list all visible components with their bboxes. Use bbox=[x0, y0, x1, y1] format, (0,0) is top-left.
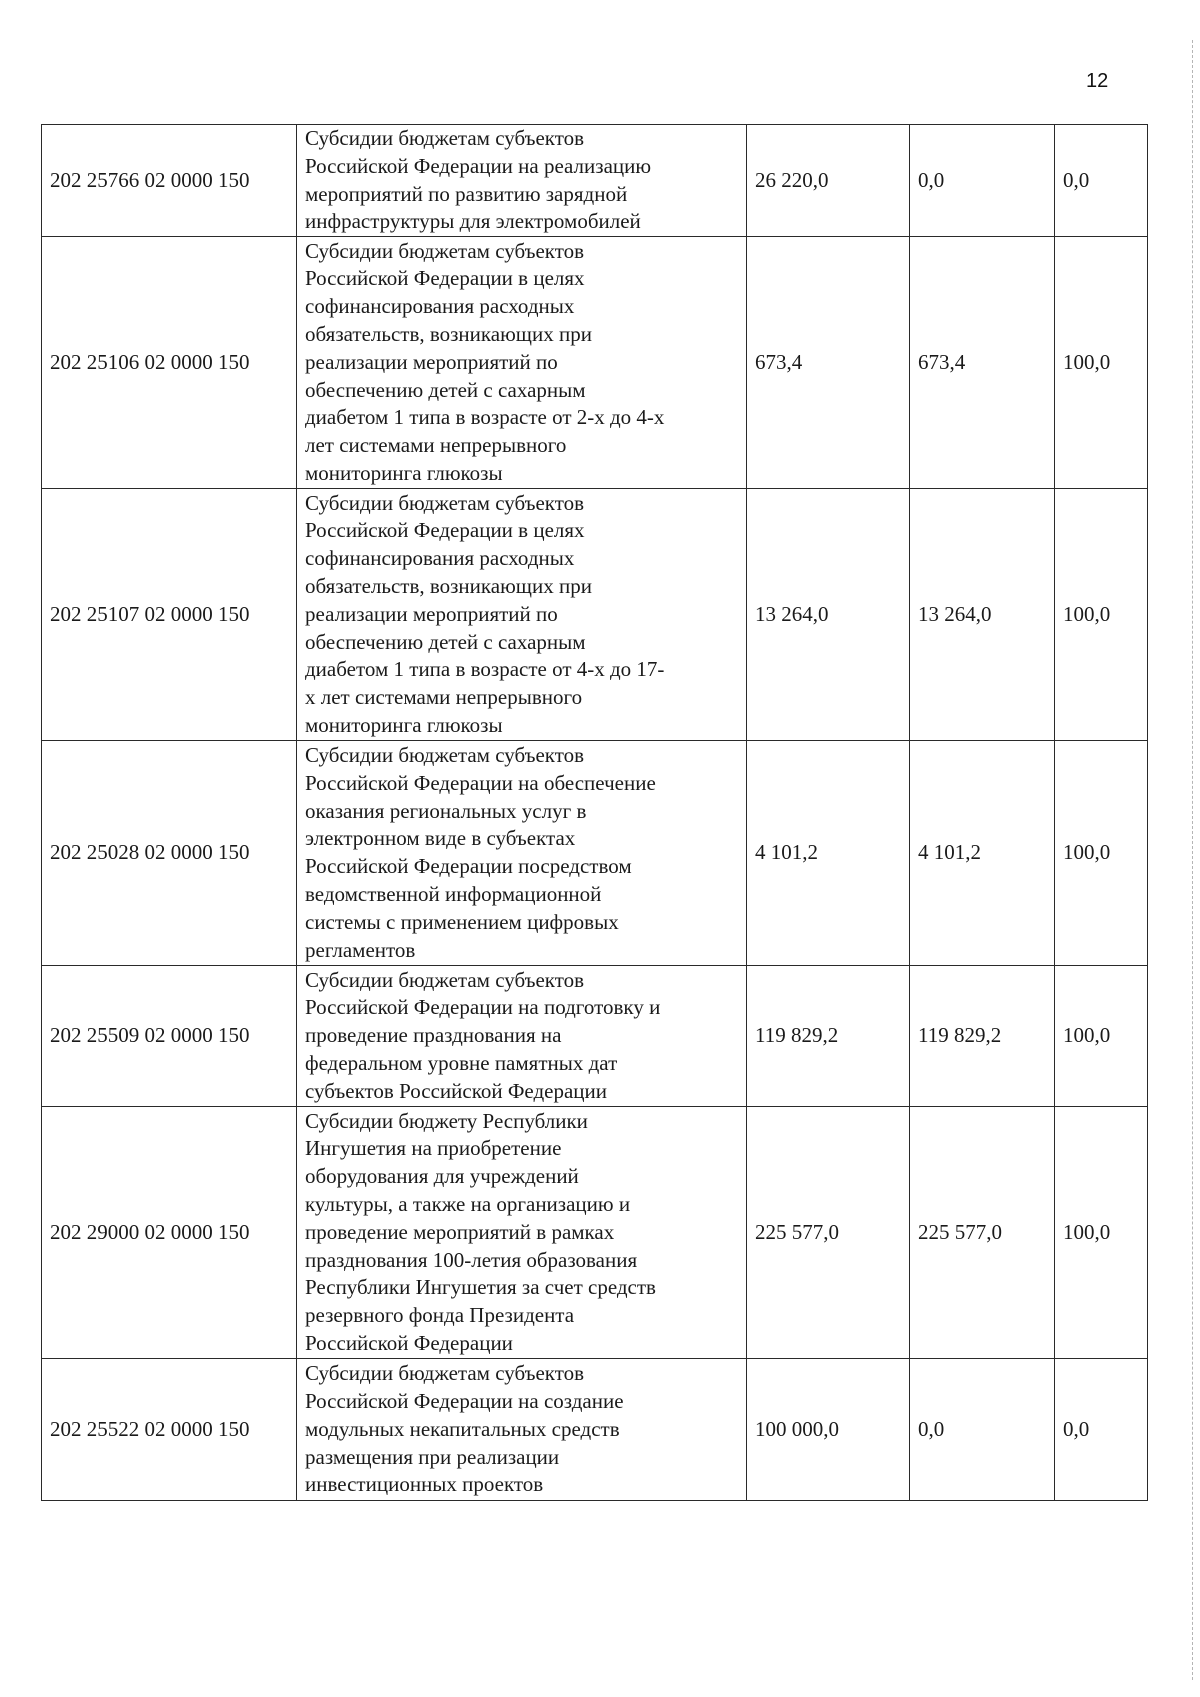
actual-amount: 673,4 bbox=[910, 237, 1055, 489]
planned-amount: 100 000,0 bbox=[747, 1359, 910, 1501]
subsidy-description: Субсидии бюджетам субъектов Российской Федерации в целях софинансирования расходных обязательств, возникающих при реализации мероприятий по обеспечению детей с сахарным диабетом 1 типа в возрасте от 4-х до 17- х лет системами непрерывного мониторинга глюкозы bbox=[297, 489, 747, 741]
planned-amount: 673,4 bbox=[747, 237, 910, 489]
budget-code: 202 25509 02 0000 150 bbox=[42, 966, 297, 1107]
actual-amount: 13 264,0 bbox=[910, 489, 1055, 741]
execution-percent: 100,0 bbox=[1055, 489, 1148, 741]
execution-percent: 100,0 bbox=[1055, 741, 1148, 966]
actual-amount: 4 101,2 bbox=[910, 741, 1055, 966]
budget-code: 202 25106 02 0000 150 bbox=[42, 237, 297, 489]
table-row bbox=[42, 741, 1148, 966]
table-row bbox=[42, 237, 1148, 489]
subsidy-description: Субсидии бюджетам субъектов Российской Федерации на создание модульных некапитальных средств размещения при реализации инвестиционных проектов bbox=[297, 1359, 747, 1501]
execution-percent: 100,0 bbox=[1055, 237, 1148, 489]
table-row bbox=[42, 125, 1148, 237]
table-row bbox=[42, 966, 1148, 1107]
actual-amount: 0,0 bbox=[910, 125, 1055, 237]
planned-amount: 225 577,0 bbox=[747, 1107, 910, 1359]
subsidy-description: Субсидии бюджетам субъектов Российской Федерации на обеспечение оказания региональных услуг в электронном виде в субъектах Российской Федерации посредством ведомственной информационной системы с применением цифровых регламентов bbox=[297, 741, 747, 966]
execution-percent: 0,0 bbox=[1055, 125, 1148, 237]
execution-percent: 100,0 bbox=[1055, 966, 1148, 1107]
table-row bbox=[42, 489, 1148, 741]
budget-table bbox=[41, 124, 1148, 1501]
execution-percent: 0,0 bbox=[1055, 1359, 1148, 1501]
actual-amount: 119 829,2 bbox=[910, 966, 1055, 1107]
subsidy-description: Субсидии бюджетам субъектов Российской Федерации на реализацию мероприятий по развитию зарядной инфраструктуры для электромобилей bbox=[297, 125, 747, 237]
table-row bbox=[42, 1359, 1148, 1501]
budget-code: 202 29000 02 0000 150 bbox=[42, 1107, 297, 1359]
planned-amount: 13 264,0 bbox=[747, 489, 910, 741]
actual-amount: 225 577,0 bbox=[910, 1107, 1055, 1359]
actual-amount: 0,0 bbox=[910, 1359, 1055, 1501]
table-row bbox=[42, 1107, 1148, 1359]
budget-code: 202 25522 02 0000 150 bbox=[42, 1359, 297, 1501]
execution-percent: 100,0 bbox=[1055, 1107, 1148, 1359]
subsidy-description: Субсидии бюджетам субъектов Российской Федерации в целях софинансирования расходных обязательств, возникающих при реализации мероприятий по обеспечению детей с сахарным диабетом 1 типа в возрасте от 2-х до 4-х лет системами непрерывного мониторинга глюкозы bbox=[297, 237, 747, 489]
budget-code: 202 25766 02 0000 150 bbox=[42, 125, 297, 237]
planned-amount: 119 829,2 bbox=[747, 966, 910, 1107]
subsidy-description: Субсидии бюджетам субъектов Российской Федерации на подготовку и проведение празднования на федеральном уровне памятных дат субъектов Российской Федерации bbox=[297, 966, 747, 1107]
scan-edge-divider bbox=[1192, 40, 1193, 1680]
planned-amount: 4 101,2 bbox=[747, 741, 910, 966]
planned-amount: 26 220,0 bbox=[747, 125, 910, 237]
budget-code: 202 25028 02 0000 150 bbox=[42, 741, 297, 966]
budget-code: 202 25107 02 0000 150 bbox=[42, 489, 297, 741]
page-number: 12 bbox=[1086, 70, 1109, 92]
subsidy-description: Субсидии бюджету Республики Ингушетия на приобретение оборудования для учреждений культуры, а также на организацию и проведение мероприятий в рамках празднования 100-летия образования Республики Ингушетия за счет средств резервного фонда Президента Российской Федерации bbox=[297, 1107, 747, 1359]
